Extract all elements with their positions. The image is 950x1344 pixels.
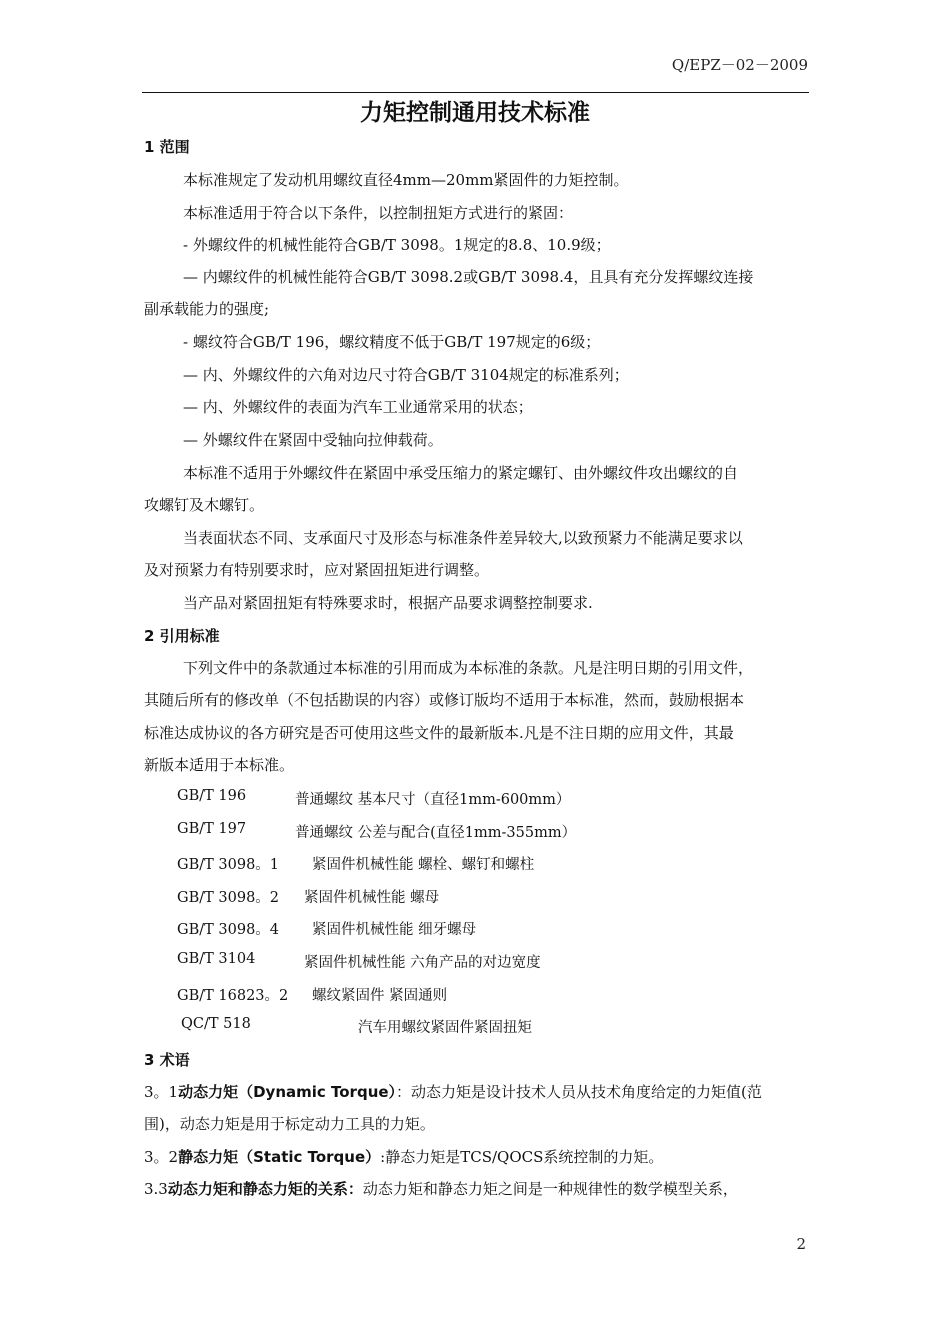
scope-bullet-6: — 外螺纹件在紧固中受轴向拉伸载荷。 — [183, 431, 443, 449]
term-3-line — [144, 1178, 738, 1199]
references-intro-line-4: 新版本适用于本标准。 — [144, 756, 295, 774]
scope-para-1: 本标准规定了发动机用螺纹直径4mm—20mm紧固件的力矩控制。 — [183, 171, 629, 189]
scope-bullet-2-line-2: 副承载能力的强度; — [144, 300, 270, 318]
term-2-line — [144, 1146, 663, 1167]
document-code: Q/EPZ－02－2009 — [671, 56, 808, 74]
term-number: 3。2 — [144, 1148, 179, 1166]
reference-code: GB/T 3098。1 — [177, 857, 280, 873]
scope-bullet-4: — 内、外螺纹件的六角对边尺寸符合GB/T 3104规定的标准系列； — [183, 366, 629, 384]
section-2-heading: 2 引用标准 — [144, 627, 220, 645]
term-number: 3.3 — [144, 1180, 168, 1198]
scope-para-4-line-2: 及对预紧力有特别要求时，应对紧固扭矩进行调整。 — [144, 561, 490, 579]
scope-para-4-line-1: 当表面状态不同、支承面尺寸及形态与标准条件差异较大,以致预紧力不能满足要求以 — [183, 529, 743, 547]
term-definition: ：动态力矩是设计技术人员从技术角度给定的力矩值(范 — [396, 1083, 762, 1101]
reference-code: GB/T 3104 — [177, 951, 256, 967]
reference-code: QC/T 518 — [181, 1016, 251, 1032]
references-intro-line-2: 其随后所有的修改单（不包括勘误的内容）或修订版均不适用于本标准，然而，鼓励根据本 — [144, 691, 745, 709]
reference-title: 紧固件机械性能 细牙螺母 — [312, 922, 477, 938]
document-title: 力矩控制通用技术标准 — [360, 100, 590, 126]
scope-para-5: 当产品对紧固扭矩有特殊要求时，根据产品要求调整控制要求. — [183, 594, 593, 612]
section-1-heading: 1 范围 — [144, 138, 190, 156]
reference-title: 紧固件机械性能 螺栓、螺钉和螺柱 — [312, 857, 535, 873]
reference-title: 汽车用螺纹紧固件紧固扭矩 — [358, 1020, 532, 1036]
reference-title: 紧固件机械性能 螺母 — [304, 890, 440, 906]
scope-bullet-3: - 螺纹符合GB/T 196，螺纹精度不低于GB/T 197规定的6级； — [183, 333, 601, 351]
term-definition: 动态力矩和静态力矩之间是一种规律性的数学模型关系， — [362, 1180, 738, 1198]
header-rule — [142, 92, 809, 93]
scope-bullet-1: - 外螺纹件的机械性能符合GB/T 3098。1规定的8.8、10.9级； — [183, 236, 611, 254]
reference-code: GB/T 3098。4 — [177, 922, 280, 938]
term-1-line-1 — [144, 1081, 762, 1102]
scope-bullet-5: — 内、外螺纹件的表面为汽车工业通常采用的状态； — [183, 398, 533, 416]
scope-para-2: 本标准适用于符合以下条件，以控制扭矩方式进行的紧固： — [183, 204, 574, 222]
page-number: 2 — [796, 1235, 806, 1253]
reference-code: GB/T 3098。2 — [177, 890, 280, 906]
term-name: 动态力矩（Dynamic Torque） — [178, 1083, 397, 1101]
reference-title: 紧固件机械性能 六角产品的对边宽度 — [304, 955, 541, 971]
term-name: 静态力矩（Static Torque） — [178, 1148, 381, 1166]
scope-para-3-line-1: 本标准不适用于外螺纹件在紧固中承受压缩力的紧定螺钉、由外螺纹件攻出螺纹的自 — [183, 464, 739, 482]
term-1-line-2: 围)，动态力矩是用于标定动力工具的力矩。 — [144, 1115, 435, 1133]
references-intro-line-1: 下列文件中的条款通过本标准的引用而成为本标准的条款。凡是注明日期的引用文件， — [183, 659, 754, 677]
term-number: 3。1 — [144, 1083, 179, 1101]
reference-title: 普通螺纹 基本尺寸（直径1mm-600mm） — [295, 792, 571, 808]
reference-code: GB/T 196 — [177, 788, 247, 804]
term-name: 动态力矩和静态力矩的关系： — [167, 1180, 363, 1198]
scope-para-3-line-2: 攻螺钉及木螺钉。 — [144, 496, 265, 514]
reference-code: GB/T 16823。2 — [177, 988, 289, 1004]
references-intro-line-3: 标准达成协议的各方研究是否可使用这些文件的最新版本.凡是不注日期的应用文件，其最 — [144, 724, 734, 742]
reference-title: 螺纹紧固件 紧固通则 — [312, 988, 448, 1004]
reference-title: 普通螺纹 公差与配合(直径1mm-355mm） — [295, 825, 577, 841]
term-definition: :静态力矩是TCS/QOCS系统控制的力矩。 — [380, 1148, 664, 1166]
scope-bullet-2-line-1: — 内螺纹件的机械性能符合GB/T 3098.2或GB/T 3098.4，且具有充分发挥螺纹连接 — [183, 268, 754, 286]
section-3-heading: 3 术语 — [144, 1051, 190, 1069]
reference-code: GB/T 197 — [177, 821, 247, 837]
